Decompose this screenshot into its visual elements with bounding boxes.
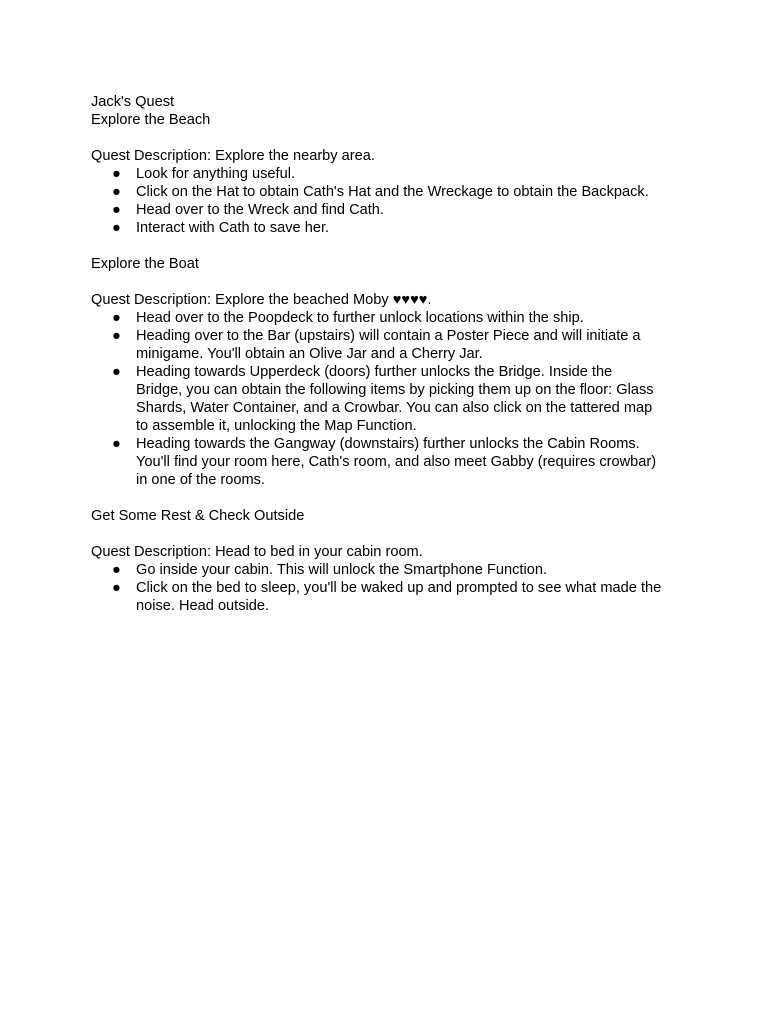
list-item bbox=[91, 165, 691, 183]
bullet-icon: ● bbox=[112, 220, 121, 236]
quest-section bbox=[91, 255, 691, 489]
list-item bbox=[91, 579, 691, 615]
bullet-icon: ● bbox=[112, 328, 121, 344]
list-item bbox=[91, 435, 691, 489]
quest-description: Quest Description: Explore the beached Moby ♥♥♥♥. bbox=[91, 292, 432, 308]
list-item-text: Click on the Hat to obtain Cath's Hat and the Wreckage to obtain the Backpack. bbox=[136, 184, 649, 200]
quest-section bbox=[91, 111, 691, 237]
list-item bbox=[91, 309, 691, 327]
document-title: Jack's Quest bbox=[91, 94, 175, 110]
list-item-text: Heading over to the Bar (upstairs) will contain a Poster Piece and will initiate a minigame. You'll obtain an Olive Jar and a Cherry Jar. bbox=[136, 328, 641, 362]
bullet-icon: ● bbox=[112, 166, 121, 182]
document-page bbox=[91, 93, 691, 615]
bullet-icon: ● bbox=[112, 364, 121, 380]
list-item bbox=[91, 219, 691, 237]
list-item bbox=[91, 363, 691, 435]
list-item bbox=[91, 327, 691, 363]
list-item-text: Head over to the Wreck and find Cath. bbox=[136, 202, 384, 218]
list-item bbox=[91, 561, 691, 579]
bullet-list bbox=[91, 165, 691, 237]
quest-description: Quest Description: Head to bed in your cabin room. bbox=[91, 544, 423, 560]
section-heading: Explore the Beach bbox=[91, 112, 211, 128]
bullet-icon: ● bbox=[112, 184, 121, 200]
list-item-text: Head over to the Poopdeck to further unlock locations within the ship. bbox=[136, 310, 584, 326]
list-item-text: Interact with Cath to save her. bbox=[136, 220, 330, 236]
list-item-text: Go inside your cabin. This will unlock the Smartphone Function. bbox=[136, 562, 547, 578]
quest-section bbox=[91, 507, 691, 615]
list-item bbox=[91, 183, 691, 201]
bullet-list bbox=[91, 309, 691, 489]
list-item-text: Look for anything useful. bbox=[136, 166, 296, 182]
section-heading: Get Some Rest & Check Outside bbox=[91, 508, 305, 524]
bullet-icon: ● bbox=[112, 562, 121, 578]
bullet-list bbox=[91, 561, 691, 615]
bullet-icon: ● bbox=[112, 202, 121, 218]
list-item-text: Heading towards Upperdeck (doors) further unlocks the Bridge. Inside the Bridge, you can obtain the following items by picking them up on the floor: Glass Shards, Water Container, and a Crowbar. You can also click on the tattered map to assemble it, unlocking the Map Function. bbox=[136, 364, 654, 434]
list-item-text: Heading towards the Gangway (downstairs) further unlocks the Cabin Rooms. You'll find your room here, Cath's room, and also meet Gabby (requires crowbar) in one of the rooms. bbox=[136, 436, 657, 488]
quest-description: Quest Description: Explore the nearby area. bbox=[91, 148, 375, 164]
bullet-icon: ● bbox=[112, 310, 121, 326]
bullet-icon: ● bbox=[112, 436, 121, 452]
section-heading: Explore the Boat bbox=[91, 256, 199, 272]
list-item bbox=[91, 201, 691, 219]
list-item-text: Click on the bed to sleep, you'll be waked up and prompted to see what made the noise. Head outside. bbox=[136, 580, 662, 614]
bullet-icon: ● bbox=[112, 580, 121, 596]
